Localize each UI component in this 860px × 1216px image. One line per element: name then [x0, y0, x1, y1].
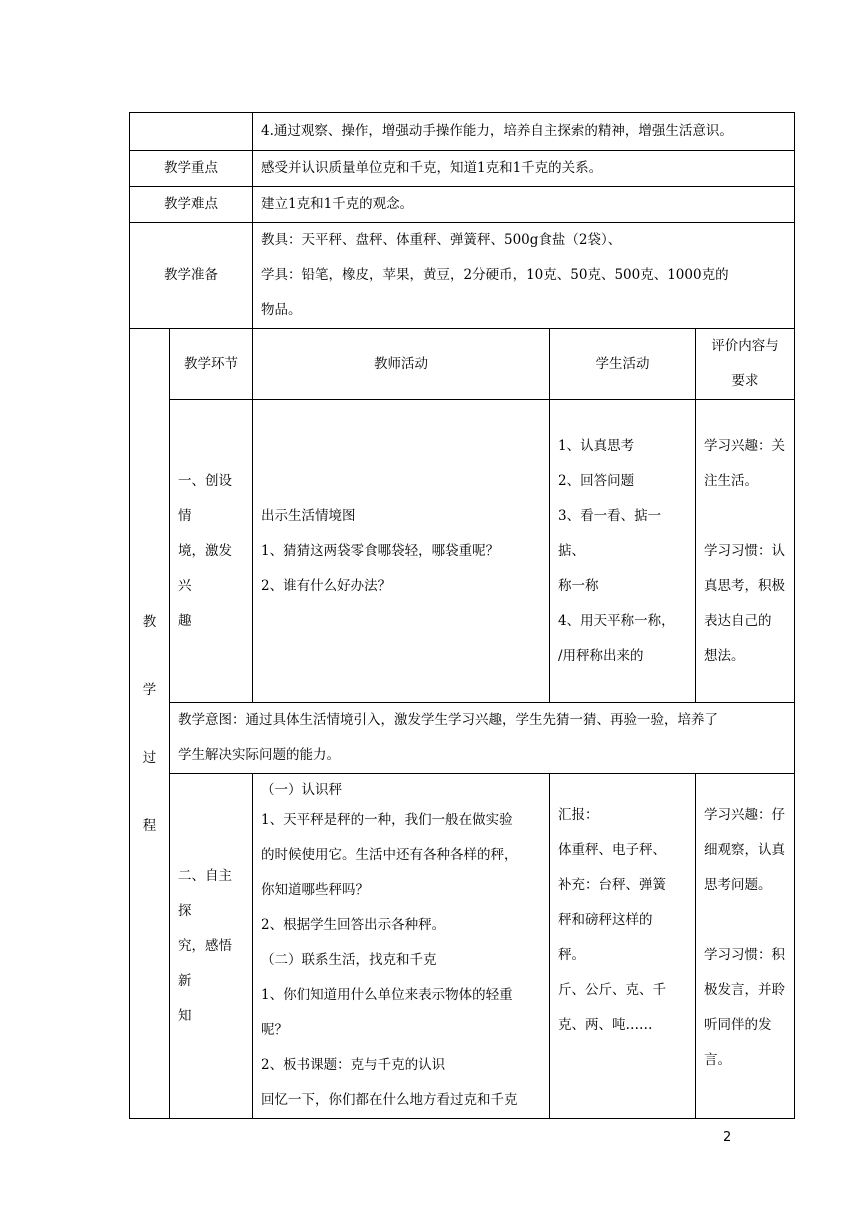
stage1-evaluation [696, 400, 795, 703]
process-header-row [130, 329, 795, 400]
stage2-student-line: 克、两、吨…… [558, 1017, 653, 1033]
stage1-evaluation-line: 学习习惯：认 [704, 542, 785, 559]
process-section-label [130, 329, 170, 1119]
stage1-name-line: 境，激发兴 [178, 542, 232, 594]
page-number: 2 [723, 1130, 732, 1145]
stage2-teacher-line: 你知道哪些秤吗？ [261, 882, 369, 898]
header-teacher-activity: 教师活动 [253, 329, 550, 400]
stage1-teacher-line: 1、猜猜这两袋零食哪袋轻，哪袋重呢？ [261, 542, 500, 559]
process-label-char: 教 [142, 613, 157, 630]
stage2-teacher-line: 回忆一下，你们都在什么地方看过克和千克 [261, 1092, 518, 1108]
stage1-student-line: 3、看一看、掂一掂、 [558, 507, 662, 559]
stage1-student-line: 2、回答问题 [558, 472, 635, 489]
stage2-teacher-line: 2、板书课题：克与千克的认识 [261, 1057, 446, 1073]
stage2-student-line: 体重秤、电子秤、 [558, 842, 666, 858]
stage2-teacher-line: 1、你们知道用什么单位来表示物体的轻重 [261, 987, 513, 1003]
stage1-name-line: 一、创设情 [178, 472, 232, 524]
stage1-student-line: 1、认真思考 [558, 437, 635, 454]
stage2-student-line: 汇报： [558, 807, 599, 823]
stage2-student-line: 斤、公斤、克、千 [558, 982, 666, 998]
stage1-evaluation-line: 表达自己的 [704, 612, 772, 629]
stage2-evaluation-gap [704, 778, 786, 798]
stage2-evaluation-line: 言。 [704, 1052, 731, 1068]
key-points-label: 教学重点 [130, 151, 253, 187]
preparation-label: 教学准备 [130, 223, 253, 329]
stage2-teacher-line: 2、根据学生回答出示各种秤。 [261, 917, 446, 933]
header-stage: 教学环节 [170, 329, 253, 400]
difficulties-text: 建立1克和1千克的观念。 [253, 187, 795, 223]
header-evaluation-line: 评价内容与 [711, 338, 779, 354]
stage2-name-line: 究，感悟新 [178, 937, 232, 989]
stage1-teacher-line: 2、谁有什么好办法？ [261, 577, 392, 594]
preparation-line: 物品。 [261, 302, 302, 318]
stage1-teacher-activity [253, 400, 550, 703]
stage2-teacher-activity [253, 774, 550, 1119]
stage1-evaluation-line: 想法。 [704, 647, 745, 664]
key-points-text: 感受并认识质量单位克和千克，知道1克和1千克的关系。 [253, 151, 795, 187]
stage1-name-line: 趣 [178, 612, 192, 629]
preparation-text [253, 223, 795, 329]
stage2-teacher-line: （一）认识秤 [261, 782, 342, 798]
stage2-teacher-line: 的时候使用它。生活中还有各种各样的秤， [261, 847, 518, 863]
preparation-row [130, 223, 795, 329]
stage2-teacher-line: 1、天平秤是秤的一种，我们一般在做实验 [261, 812, 513, 828]
stage2-student-line: 补充：台秤、弹簧 [558, 877, 666, 893]
stage2-evaluation-line: 听同伴的发 [704, 1017, 772, 1033]
process-label-char: 过 [142, 749, 157, 766]
stage1-teacher-line: 出示生活情境图 [261, 507, 356, 524]
stage2-student-gap [558, 778, 687, 798]
objectives-label-cell [130, 113, 253, 151]
stage1-student-line: /用秤称出来的 [558, 647, 644, 664]
stage2-evaluation-line: 学习兴趣：仔 [704, 807, 785, 823]
process-label-char: 程 [142, 817, 157, 834]
difficulties-label: 教学难点 [130, 187, 253, 223]
header-student-activity: 学生活动 [550, 329, 696, 400]
stage2-evaluation-line: 思考问题。 [704, 877, 772, 893]
header-evaluation-line: 要求 [731, 373, 759, 389]
stage2-student-activity [550, 774, 696, 1119]
stage2-name-line: 知 [178, 1007, 192, 1024]
stage1-student-activity [550, 400, 696, 703]
stage1-evaluation-gap [704, 499, 786, 534]
stage1-row [130, 400, 795, 703]
stage2-evaluation-gap [704, 903, 786, 938]
stage1-student-line: 称一称 [558, 577, 599, 594]
stage2-teacher-line: 呢？ [261, 1022, 288, 1038]
stage2-evaluation-line: 极发言，并聆 [704, 982, 785, 998]
stage1-evaluation-line: 注生活。 [704, 472, 758, 489]
stage2-evaluation [696, 774, 795, 1119]
stage2-student-line: 秤和磅秤这样的 [558, 912, 653, 928]
stage2-teacher-line: （二）联系生活，找克和千克 [261, 952, 437, 968]
header-evaluation [696, 329, 795, 400]
stage1-name [170, 400, 253, 703]
intent1-row [130, 703, 795, 774]
stage2-evaluation-line: 学习习惯：积 [704, 947, 785, 963]
stage2-row [130, 774, 795, 1119]
stage2-name [170, 774, 253, 1119]
process-label-char: 学 [142, 681, 157, 698]
stage2-evaluation-line: 细观察，认真 [704, 842, 785, 858]
stage1-evaluation-line: 学习兴趣：关 [704, 437, 785, 454]
difficulties-row [130, 187, 795, 223]
stage2-student-line: 秤。 [558, 947, 585, 963]
preparation-line: 学具：铅笔，橡皮，苹果，黄豆，2分硬币，10克、50克、500克、1000克的 [261, 267, 729, 283]
stage1-student-line: 4、用天平称一称， [558, 612, 675, 629]
key-points-row [130, 151, 795, 187]
objectives-text: 4.通过观察、操作，增强动手操作能力，培养自主探索的精神，增强生活意识。 [253, 113, 795, 151]
stage1-evaluation-line: 真思考，积极 [704, 577, 785, 594]
objectives-row [130, 113, 795, 151]
intent1-line: 学生解决实际问题的能力。 [178, 747, 340, 763]
intent1-line: 教学意图：通过具体生活情境引入，激发学生学习兴趣，学生先猜一猜、再验一验，培养了 [178, 712, 718, 728]
lesson-plan-table [129, 112, 795, 1119]
intent1-text [170, 703, 795, 774]
stage2-name-line: 二、自主探 [178, 867, 232, 919]
preparation-line: 教具：天平秤、盘秤、体重秤、弹簧秤、500g食盐（2袋）、 [261, 232, 622, 248]
